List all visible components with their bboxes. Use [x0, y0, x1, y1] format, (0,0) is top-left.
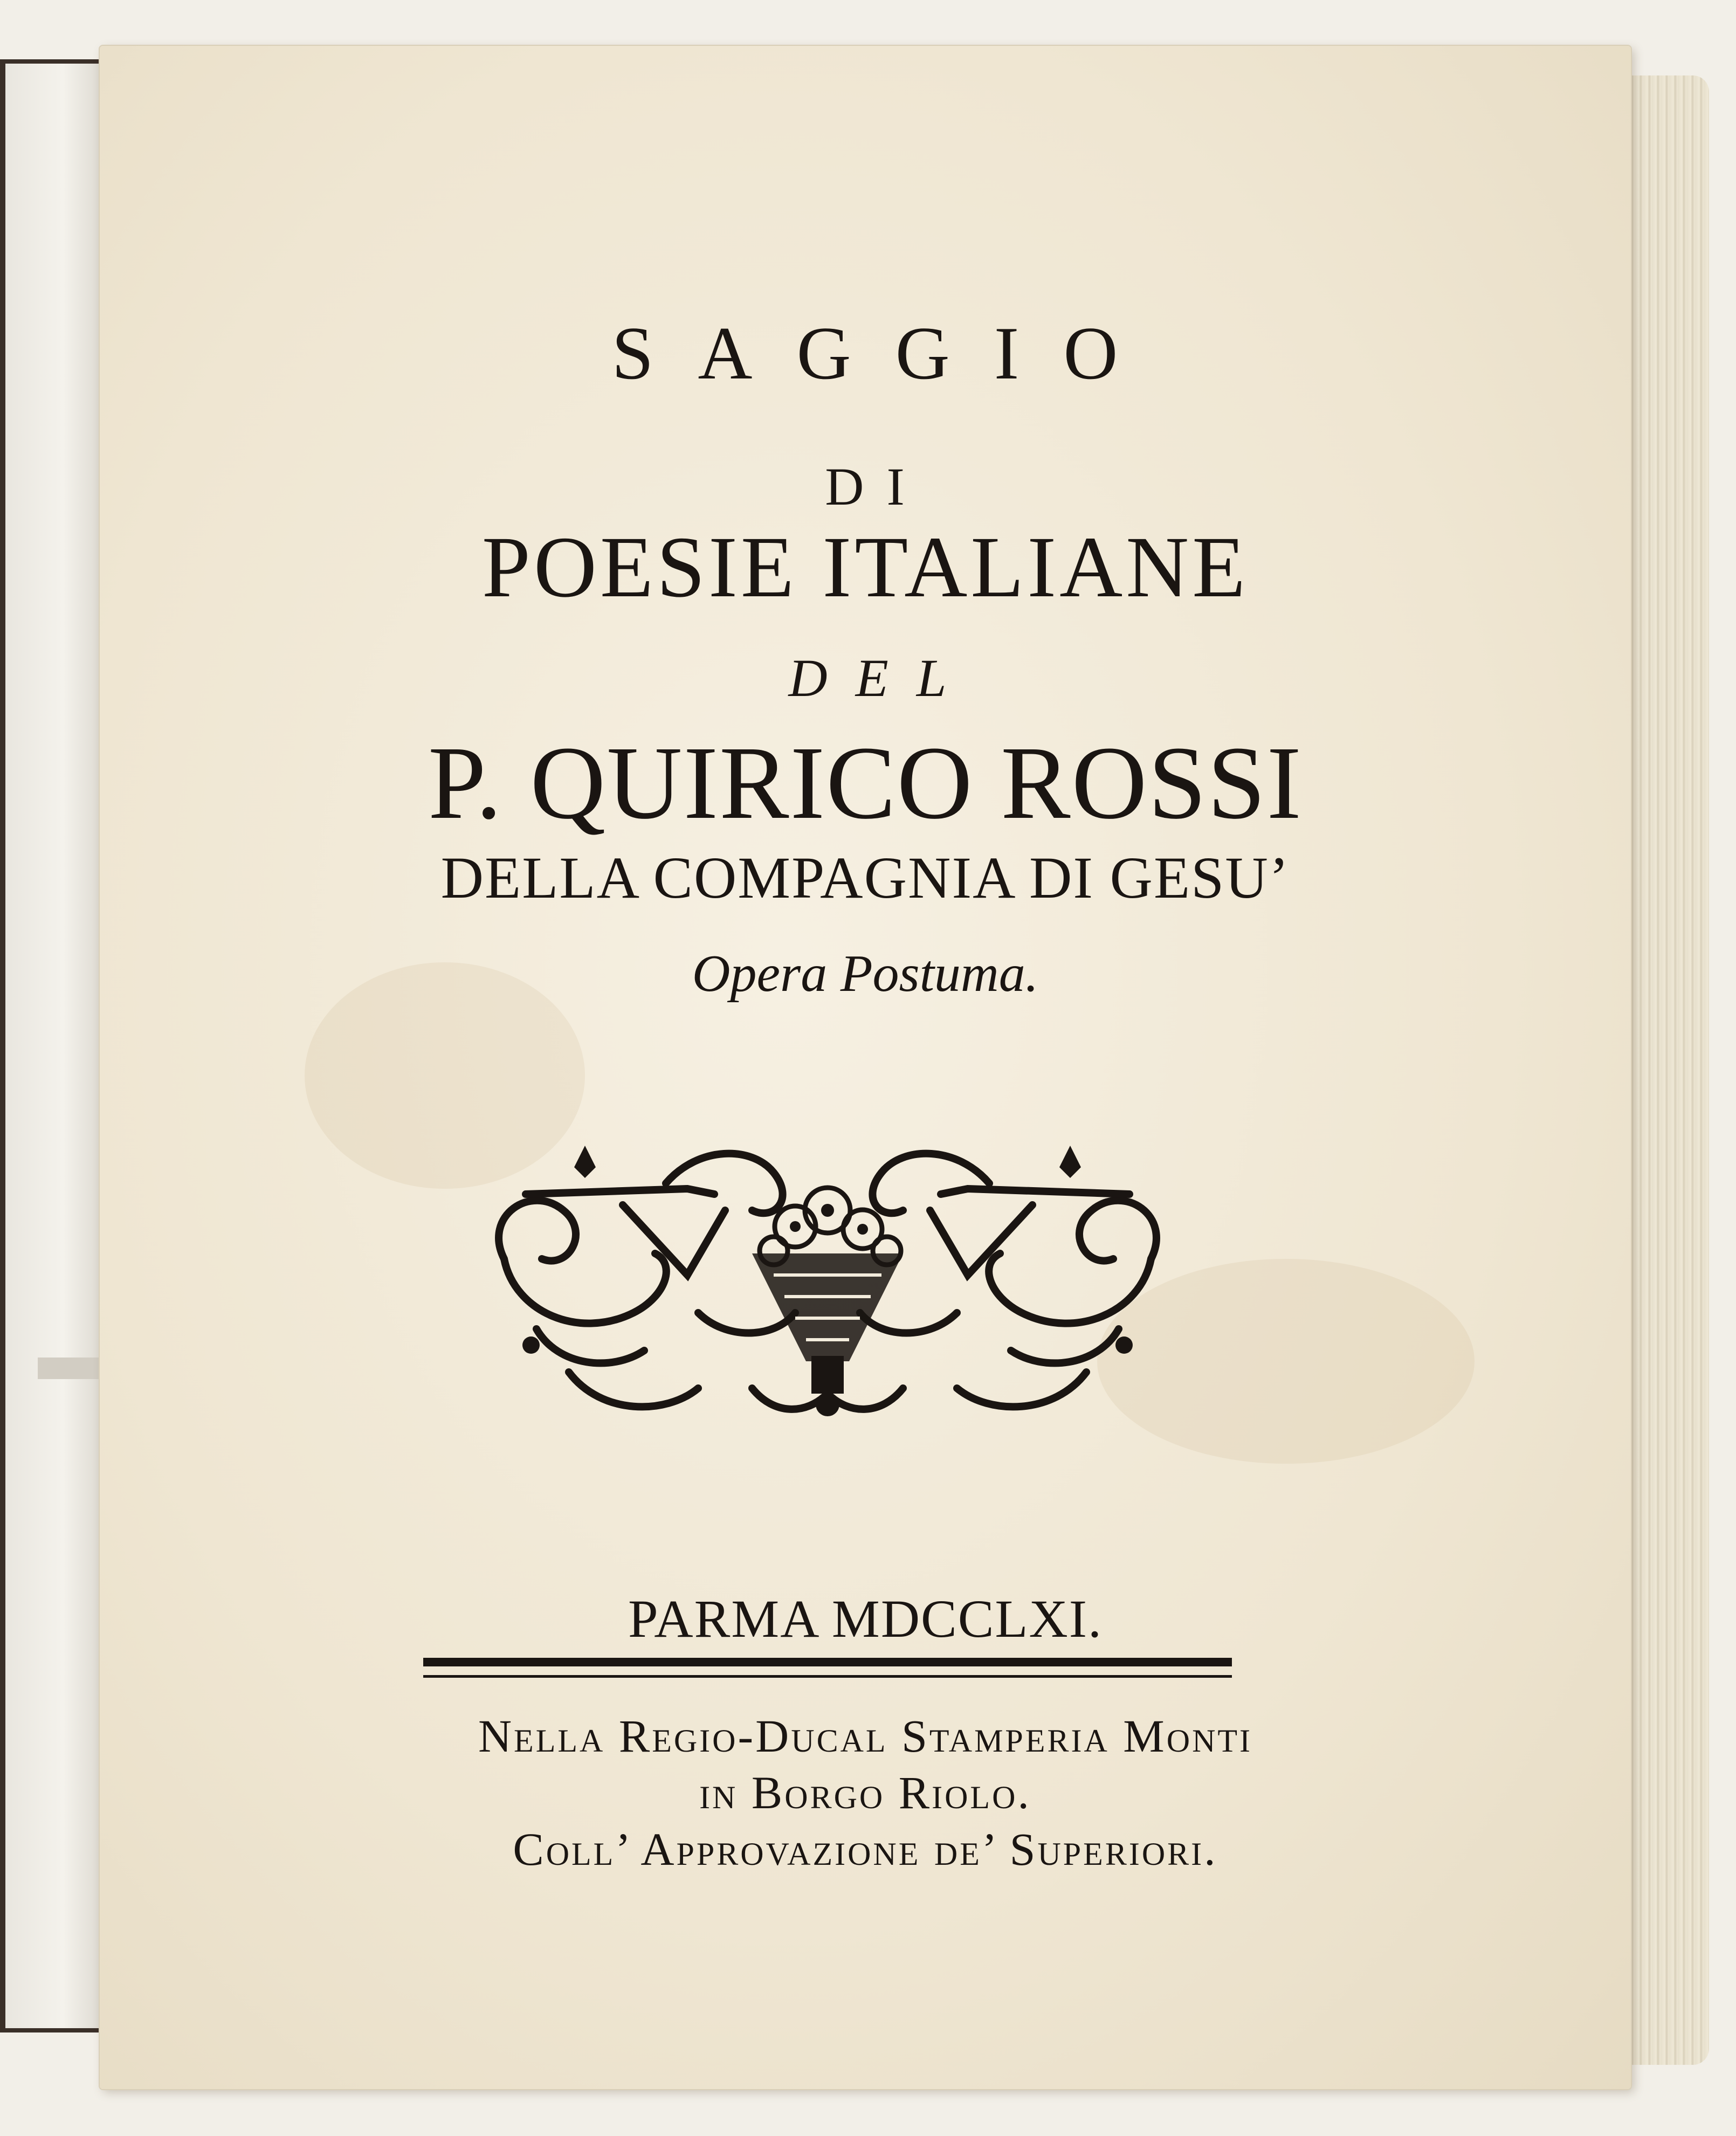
title-poesie-italiane: POESIE ITALIANE [481, 519, 1249, 616]
title-del: DEL [788, 648, 975, 708]
book-binding [0, 59, 111, 2032]
title-di: DI [825, 457, 927, 516]
author-name: P. QUIRICO ROSSI [428, 725, 1303, 840]
baroque-flower-basket-ornament-icon [472, 1135, 1183, 1437]
place-and-date: PARMA MDCCLXI. [628, 1589, 1103, 1649]
work-note: Opera Postuma. [692, 945, 1039, 1003]
divider-rule-thin [423, 1675, 1232, 1678]
author-affiliation: DELLA COMPAGNIA DI GESU’ [440, 845, 1290, 911]
printer-address: in Borgo Riolo. [699, 1767, 1031, 1818]
divider-rule [423, 1658, 1232, 1666]
title-saggio: SAGGIO [611, 312, 1162, 395]
approval-line: Coll’ Approvazione de’ Superiori. [513, 1823, 1218, 1875]
printer-line: Nella Regio-Ducal Stamperia Monti [478, 1710, 1253, 1762]
title-page [100, 46, 1631, 2089]
